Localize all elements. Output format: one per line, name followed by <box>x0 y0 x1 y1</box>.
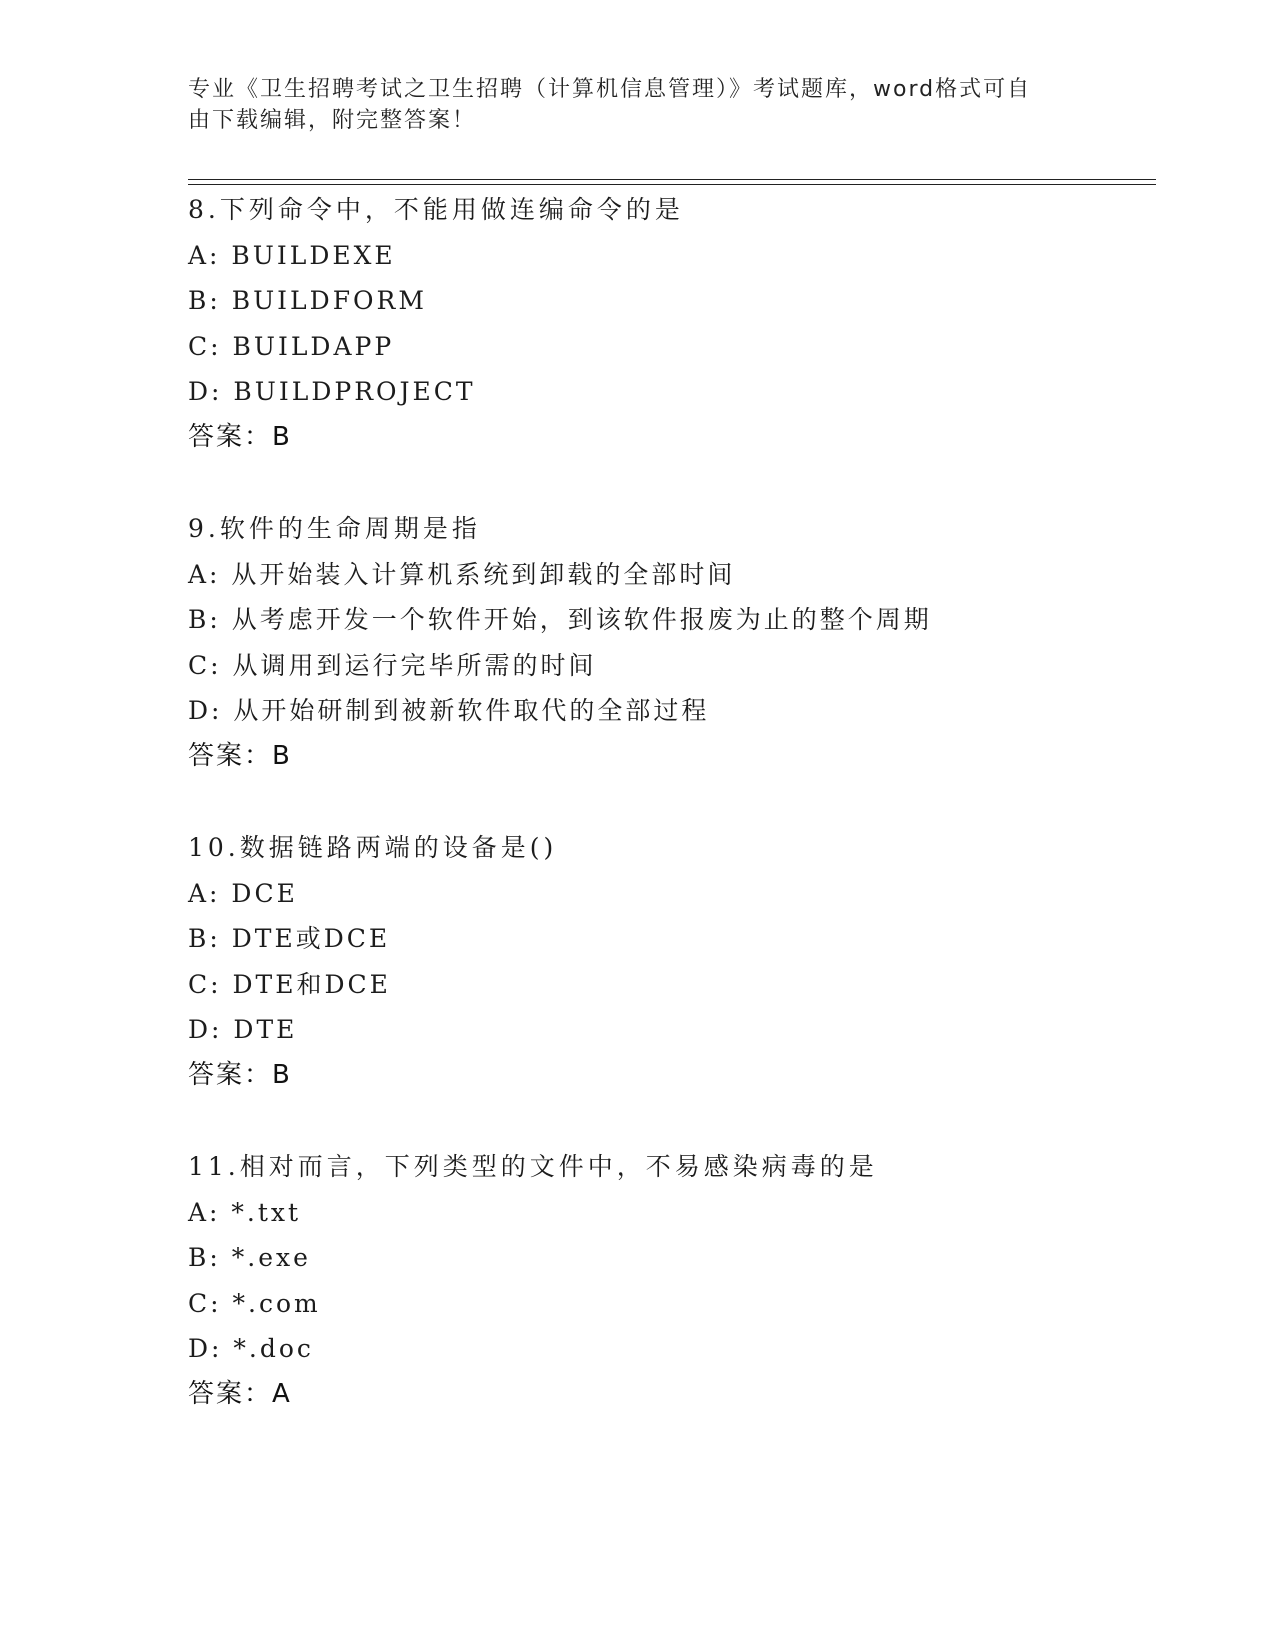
option-d: D: DTE <box>188 1015 298 1044</box>
question-block <box>188 1144 1168 1417</box>
question-block <box>188 825 1168 1098</box>
option-a: A: BUILDEXE <box>188 240 396 270</box>
header-line-2: 由下载编辑，附完整答案！ <box>188 108 477 133</box>
option-b: B: DTE或DCE <box>188 924 391 953</box>
question-block <box>188 187 1168 460</box>
question-title: 8.下列命令中，不能用做连编命令的是 <box>188 195 684 224</box>
option-c: C: DTE和DCE <box>188 969 391 999</box>
option-a: A: *.txt <box>188 1197 302 1227</box>
question-title: 11.相对而言，下列类型的文件中，不易感染病毒的是 <box>188 1152 878 1181</box>
header-line-1: 专业《卫生招聘考试之卫生招聘（计算机信息管理）》考试题库，word格式可自 <box>188 77 1032 102</box>
question-title: 9.软件的生命周期是指 <box>188 514 481 543</box>
option-c: C: 从调用到运行完毕所需的时间 <box>188 650 597 680</box>
option-b: B: 从考虑开发一个软件开始，到该软件报废为止的整个周期 <box>188 605 932 634</box>
question-title: 10.数据链路两端的设备是() <box>188 833 558 862</box>
document-header <box>188 74 1088 136</box>
question-block <box>188 506 1168 779</box>
option-d: D: *.doc <box>188 1334 314 1363</box>
option-c: C: BUILDAPP <box>188 331 395 361</box>
option-a: A: DCE <box>188 878 298 908</box>
option-c: C: *.com <box>188 1288 321 1318</box>
option-b: B: BUILDFORM <box>188 286 427 315</box>
header-divider-bottom <box>188 184 1156 185</box>
option-d: D: 从开始研制到被新软件取代的全部过程 <box>188 696 710 725</box>
answer-line: 答案：A <box>188 1378 292 1409</box>
header-divider-top <box>188 179 1156 180</box>
answer-line: 答案：B <box>188 740 292 771</box>
answer-line: 答案：B <box>188 421 292 452</box>
option-b: B: *.exe <box>188 1243 311 1272</box>
option-a: A: 从开始装入计算机系统到卸载的全部时间 <box>188 559 736 589</box>
option-d: D: BUILDPROJECT <box>188 377 476 406</box>
answer-line: 答案：B <box>188 1059 292 1090</box>
